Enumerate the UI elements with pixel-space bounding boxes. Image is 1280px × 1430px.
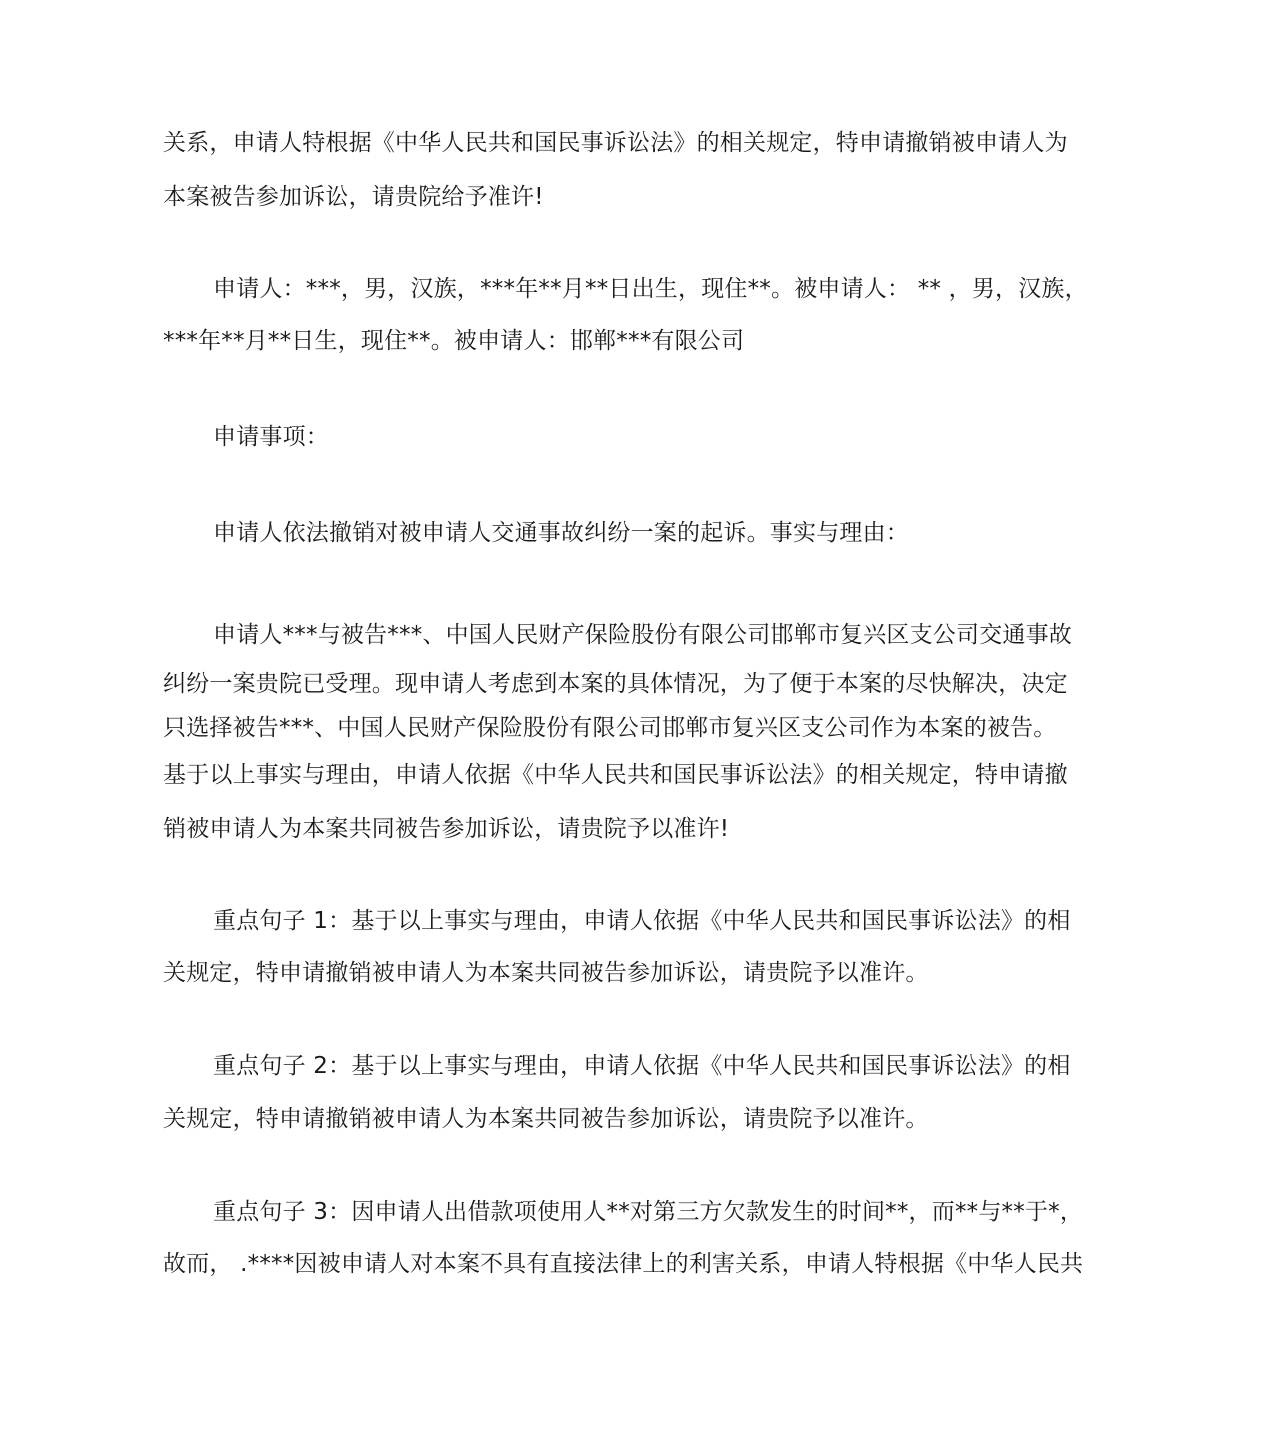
text-line: 只选择被告***、中国人民财产保险股份有限公司邯郸市复兴区支公司作为本案的被告。 (163, 715, 1057, 741)
text-line: 销被申请人为本案共同被告参加诉讼，请贵院予以准许! (163, 816, 730, 842)
key-sentence-line: 关规定，特申请撤销被申请人为本案共同被告参加诉讼，请贵院予以准许。 (163, 960, 929, 986)
text-line: 申请人：***，男，汉族，***年**月**日出生，现住**。被申请人： ** ，男，汉族， (213, 276, 1088, 302)
key-sentence-line: 重点句子 2：基于以上事实与理由，申请人依据《中华人民共和国民事诉讼法》的相 (213, 1053, 1071, 1079)
key-sentence-line: 重点句子 3：因申请人出借款项使用人**对第三方欠款发生的时间**，而**与**于*， (213, 1199, 1084, 1225)
key-sentence-line: 故而， .****因被申请人对本案不具有直接法律上的利害关系，申请人特根据《中华人民共 (163, 1251, 1084, 1277)
text-line: 关系，申请人特根据《中华人民共和国民事诉讼法》的相关规定，特申请撤销被申请人为 (163, 130, 1068, 156)
text-line: 纠纷一案贵院已受理。现申请人考虑到本案的具体情况，为了便于本案的尽快解决，决定 (163, 671, 1068, 697)
text-line: 基于以上事实与理由，申请人依据《中华人民共和国民事诉讼法》的相关规定，特申请撤 (163, 762, 1068, 788)
key-sentence-line: 关规定，特申请撤销被申请人为本案共同被告参加诉讼，请贵院予以准许。 (163, 1106, 929, 1132)
section-heading: 申请事项： (213, 424, 329, 450)
text-line: 申请人依法撤销对被申请人交通事故纠纷一案的起诉。事实与理由： (213, 520, 909, 546)
key-sentence-line: 重点句子 1：基于以上事实与理由，申请人依据《中华人民共和国民事诉讼法》的相 (213, 908, 1071, 934)
text-line: 申请人***与被告***、中国人民财产保险股份有限公司邯郸市复兴区支公司交通事故 (213, 622, 1072, 648)
text-line: ***年**月**日生，现住**。被申请人：邯郸***有限公司 (163, 328, 745, 354)
text-line: 本案被告参加诉讼，请贵院给予准许! (163, 184, 544, 210)
